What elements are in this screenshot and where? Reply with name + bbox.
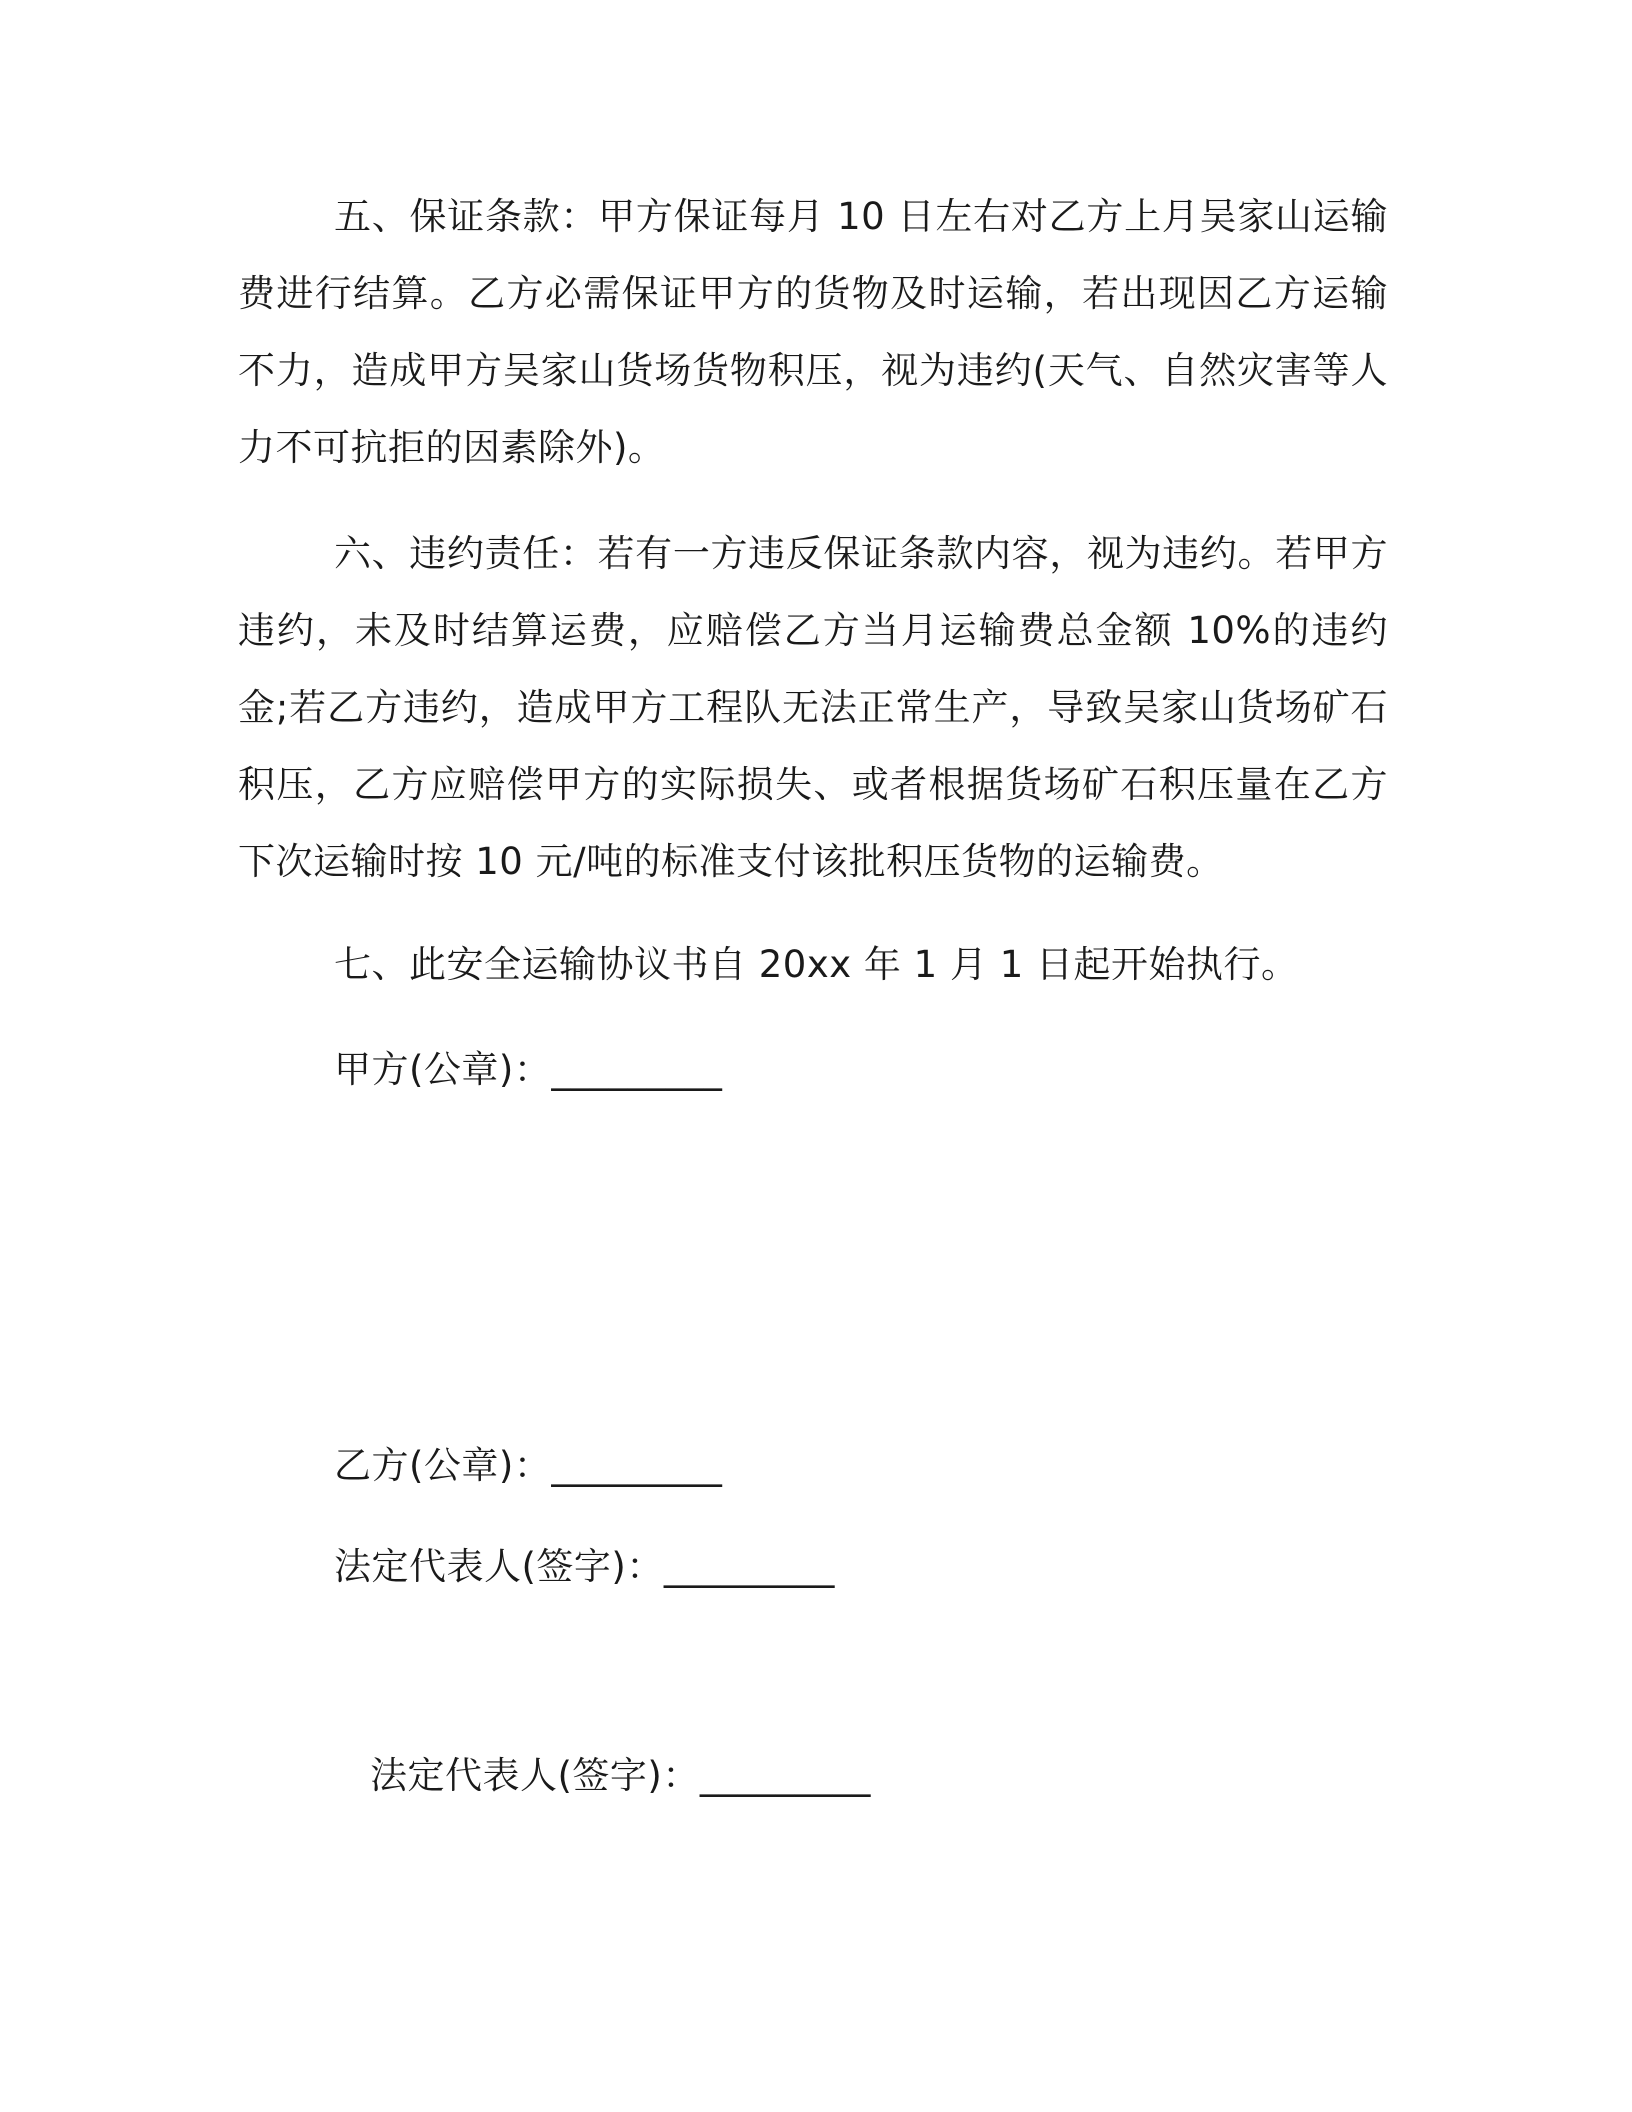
party-a-seal-line: 甲方(公章)：_________ xyxy=(334,1048,723,1091)
clause-6-breach-liability: 六、违约责任：若有一方违反保证条款内容，视为违约。若甲方违约，未及时结算运费，应赔偿乙方当月运输费总金额 10%的违约金;若乙方违约，造成甲方工程队无法正常生产，导致吴家山货场矿石积压，乙方应赔偿甲方的实际损失、或者根据货场矿石积压量在乙方下次运输时按 10 元/吨的标准支付该批积压货物的运输费。 xyxy=(238,532,1388,883)
legal-representative-signature-line-2: 法定代表人(签字)：_________ xyxy=(370,1754,871,1797)
party-b-seal-line: 乙方(公章)：_________ xyxy=(334,1444,723,1487)
clause-7-effective-date: 七、此安全运输协议书自 20xx 年 1 月 1 日起开始执行。 xyxy=(334,943,1299,986)
clause-5-guarantee-terms: 五、保证条款：甲方保证每月 10 日左右对乙方上月吴家山运输费进行结算。乙方必需保证甲方的货物及时运输，若出现因乙方运输不力，造成甲方吴家山货场货物积压，视为违约(天气、自然灾害等人力不可抗拒的因素除外)。 xyxy=(238,195,1388,469)
legal-representative-signature-line: 法定代表人(签字)：_________ xyxy=(334,1545,835,1588)
